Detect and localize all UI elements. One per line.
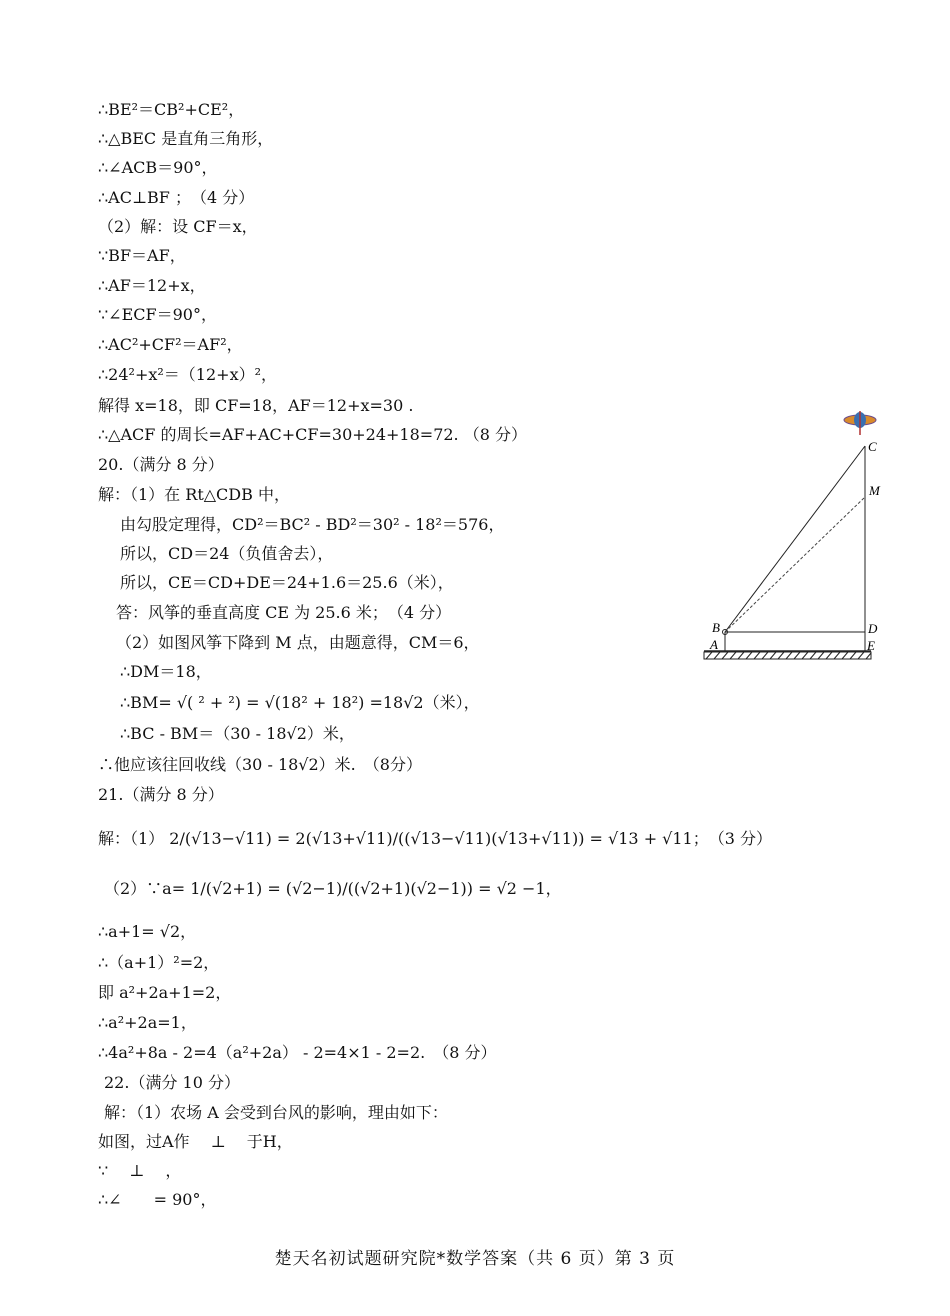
text-line: 解：（1）在 Rt△CDB 中， <box>98 485 290 504</box>
label-m: M <box>869 483 880 498</box>
text-line: 22.（满分 10 分） <box>104 1073 240 1092</box>
kite-icon <box>844 411 876 435</box>
text-line: （2）∵a= 1/(√2+1) = (√2−1)/((√2+1)(√2−1)) = √2 −1， <box>104 879 562 898</box>
text-line: ∴DM＝18， <box>120 662 212 681</box>
text-line: 21.（满分 8 分） <box>98 785 224 804</box>
text-line: ∴a+1= √2， <box>98 922 197 941</box>
text-line: 答：风筝的垂直高度 CE 为 25.6 米； （4 分） <box>116 603 452 622</box>
line-bc <box>725 446 865 632</box>
page-footer: 楚天名初试题研究院*数学答案（共 6 页）第 3 页 <box>274 1249 676 1269</box>
text-line: 解：（1）农场 A 会受到台风的影响，理由如下： <box>104 1103 448 1122</box>
kite-geometry-figure <box>700 405 885 670</box>
text-line: ∴AF＝12+x， <box>98 276 206 295</box>
text-line: ∴AC²+CF²＝AF²， <box>98 335 243 354</box>
text-line: ∴△BEC 是直角三角形， <box>98 129 274 148</box>
text-line: ∴BE²＝CB²+CE²， <box>98 100 245 119</box>
text-line: ∴（a+1）²=2， <box>98 953 220 972</box>
line-bm <box>725 497 865 632</box>
text-line: ∵BF＝AF， <box>98 246 186 265</box>
text-line: ∴△ACF 的周长=AF+AC+CF=30+24+18=72. （8 分） <box>98 425 527 444</box>
label-c: C <box>868 439 877 454</box>
text-line: 所以，CE＝CD+DE＝24+1.6＝25.6（米）， <box>120 573 454 592</box>
text-line: 即 a²+2a+1=2， <box>98 983 232 1002</box>
text-line: 由勾股定理得，CD²＝BC² - BD²＝30² - 18²＝576， <box>120 515 505 534</box>
text-line: ∴他应该往回收线（30 - 18√2）米. （8分） <box>98 755 422 774</box>
text-line: ∴∠ACB＝90°， <box>98 158 218 177</box>
text-line: （2）解：设 CF＝x， <box>98 217 258 236</box>
text-line: 解：（1） 2/(√13−√11) = 2(√13+√11)/((√13−√11)(√13+√11)) = √13 + √11； （3 分） <box>98 829 773 848</box>
text-line: ∴AC⊥BF ； （4 分） <box>98 188 255 207</box>
text-line: ∴a²+2a=1， <box>98 1013 197 1032</box>
text-line: ∴∠ = 90°， <box>98 1190 217 1209</box>
text-line: ∴24²+x²＝（12+x）²， <box>98 365 278 384</box>
text-line: 所以，CD＝24（负值舍去）， <box>120 544 334 563</box>
text-line: ∴BM= √( ² + ²) = √(18² + 18²) =18√2（米）， <box>120 693 480 712</box>
text-line: ∵∠ECF＝90°， <box>98 305 217 324</box>
label-e: E <box>867 638 875 653</box>
ground-hatching <box>706 652 871 659</box>
label-a: A <box>710 637 718 652</box>
text-line: 解得 x=18，即 CF=18，AF＝12+x=30 . <box>98 396 414 415</box>
label-b: B <box>712 620 720 635</box>
label-d: D <box>868 621 878 636</box>
text-line: ∵ ⊥ ， <box>98 1161 182 1180</box>
text-line: ∴4a²+8a - 2=4（a²+2a） - 2=4×1 - 2=2. （8 分） <box>98 1043 497 1062</box>
text-line: 如图，过A作 ⊥ 于H， <box>98 1132 293 1151</box>
text-line: （2）如图风筝下降到 M 点，由题意得，CM＝6， <box>116 633 480 652</box>
text-line: 20.（满分 8 分） <box>98 455 224 474</box>
text-line: ∴BC - BM＝（30 - 18√2）米， <box>120 724 355 743</box>
